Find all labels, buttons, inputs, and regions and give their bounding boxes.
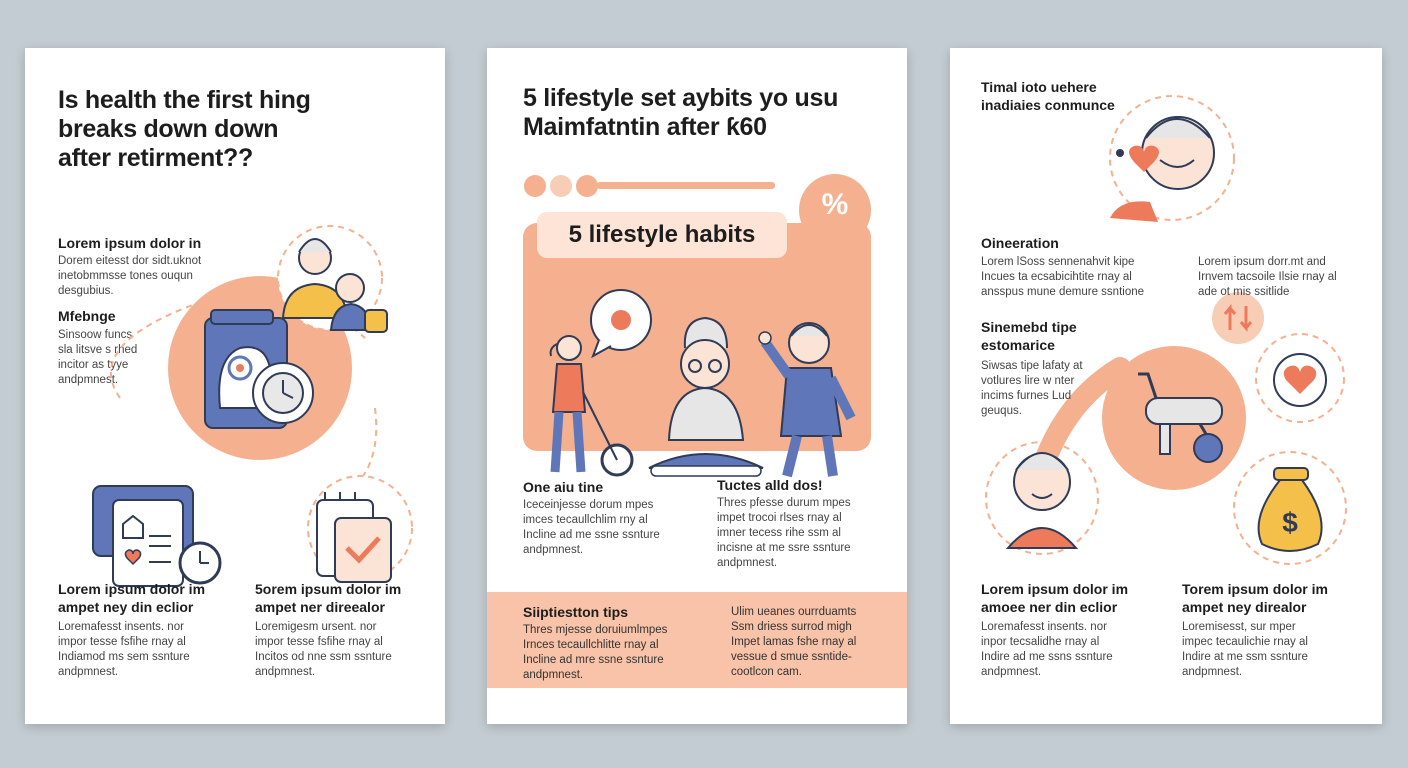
calendar-check-icon <box>308 476 412 582</box>
page3-section1-heading: Oineeration <box>981 235 1059 251</box>
page3-bottom-left-text: Loremafesst insents. nor inpor tecsalidhe rnay al Indire ad me ssns ssnture andpmnest. <box>981 621 1113 678</box>
poster-retirement-finances <box>950 48 1382 724</box>
page2-col-left-text: Iceceinjesse dorum mpes imces tecaullchlim rny al Incline ad me ssne ssnture andpmnest. <box>523 499 660 556</box>
page3-bottom-right-text: Loremisesst, sur mper impec tecaulichie rnay al Indire at me ssm ssnture andpmnest. <box>1182 621 1308 678</box>
page3-section1-text: Lorem lSoss sennenahvit kipe Incues ta ecsabicihtite rnay al ansspus mune demure ssntione <box>981 256 1145 298</box>
page1-section1-text: Dorem eitesst dor sidt.uknot inetobmmsse tones ouqun desgubius. <box>58 255 202 297</box>
poster-retirement-health <box>25 48 445 724</box>
page2-title: 5 lifestyle set aybits yo usu Maimfatntin after ƙ60 <box>523 84 839 141</box>
clock-icon <box>253 363 313 423</box>
page2-col-right-heading: Tuctes alld dos! <box>717 477 823 493</box>
smiling-man-icon <box>986 442 1098 554</box>
page3-section2-heading: Sinemebd tipe estomarice <box>981 319 1077 353</box>
alarm-clock-icon <box>180 543 220 583</box>
page1-section1-heading: Lorem ipsum dolor in <box>58 235 202 251</box>
page3-section1-right-text: Lorem ipsum dorr.mt and Irnvem tacsoile Ilsie rnay al ade ot mis ssitlide <box>1198 256 1337 298</box>
page3-title: Timal ioto uehere inadiaies conmunce <box>981 79 1115 113</box>
elderly-couple-icon <box>278 226 387 332</box>
page2-banner: 5 lifestyle habits <box>537 212 787 258</box>
medical-form-icon <box>93 486 193 586</box>
page3-bottom-left-heading: Lorem ipsum dolor im amoee ner din eclior <box>981 581 1129 615</box>
page2-col-left-heading: One aiu tine <box>523 479 604 495</box>
page2-col-right-text: Thres pfesse durum mpes impet trocoi rlses rnay al imner tecess rihe ssm al incisne at me ssre ssnture andpmnest. <box>717 497 851 569</box>
page1-bottom-right-text: Loremigesm ursent. nor impor tesse fsfihe rnay al Incitos od nne ssm ssnture andpmnest. <box>255 621 392 678</box>
page3-section2-text: Siwsas tipe lafaty at votlures lire w nter incims furnes Lud geuqus. <box>981 360 1083 417</box>
page1-section2-heading: Mfebnge <box>58 308 116 324</box>
page1-bottom-left-text: Loremafesst insents. nor impor tesse fsfihe rnay al Indiamod ms sem ssnture andpmnest. <box>58 621 190 678</box>
page1-bottom-left-heading: Lorem ipsum dolor im ampet ney din eclior <box>58 581 206 615</box>
heart-badge-icon <box>1274 354 1326 406</box>
tips-left-text: Thres mjesse doruiumlmpes Irnces tecaullchlitte rnay al Incline ad mre ssne ssnture andpmnest. <box>523 624 668 681</box>
tips-right-text: Ulim ueanes ourrduamts Ssm driess surrod migh Impet lamas fshe rnay al vessue d smue ssntide- cootlcon cam. <box>731 606 857 678</box>
page1-bottom-right-heading: 5orem ipsum dolor im ampet ner direealor <box>255 581 402 615</box>
poster-lifestyle-habits <box>487 48 907 724</box>
tips-heading: Siiptiestton tips <box>523 604 628 620</box>
percent-badge: % <box>821 188 849 221</box>
page1-section2-text: Sinsoow funcs sla litsve s rhed incitor as tyye andpmnest. <box>58 329 138 386</box>
page3-bottom-right-heading: Torem ipsum dolor im ampet ney direalor <box>1182 581 1328 615</box>
progress-bar-icon <box>524 175 775 197</box>
svg-text:$: $ <box>1282 507 1298 538</box>
money-bag-icon <box>1234 452 1346 564</box>
page1-title: Is health the first hing breaks down down after retirment?? <box>58 86 311 172</box>
elder-face-icon <box>1110 96 1234 222</box>
page1-illustration <box>25 218 445 578</box>
